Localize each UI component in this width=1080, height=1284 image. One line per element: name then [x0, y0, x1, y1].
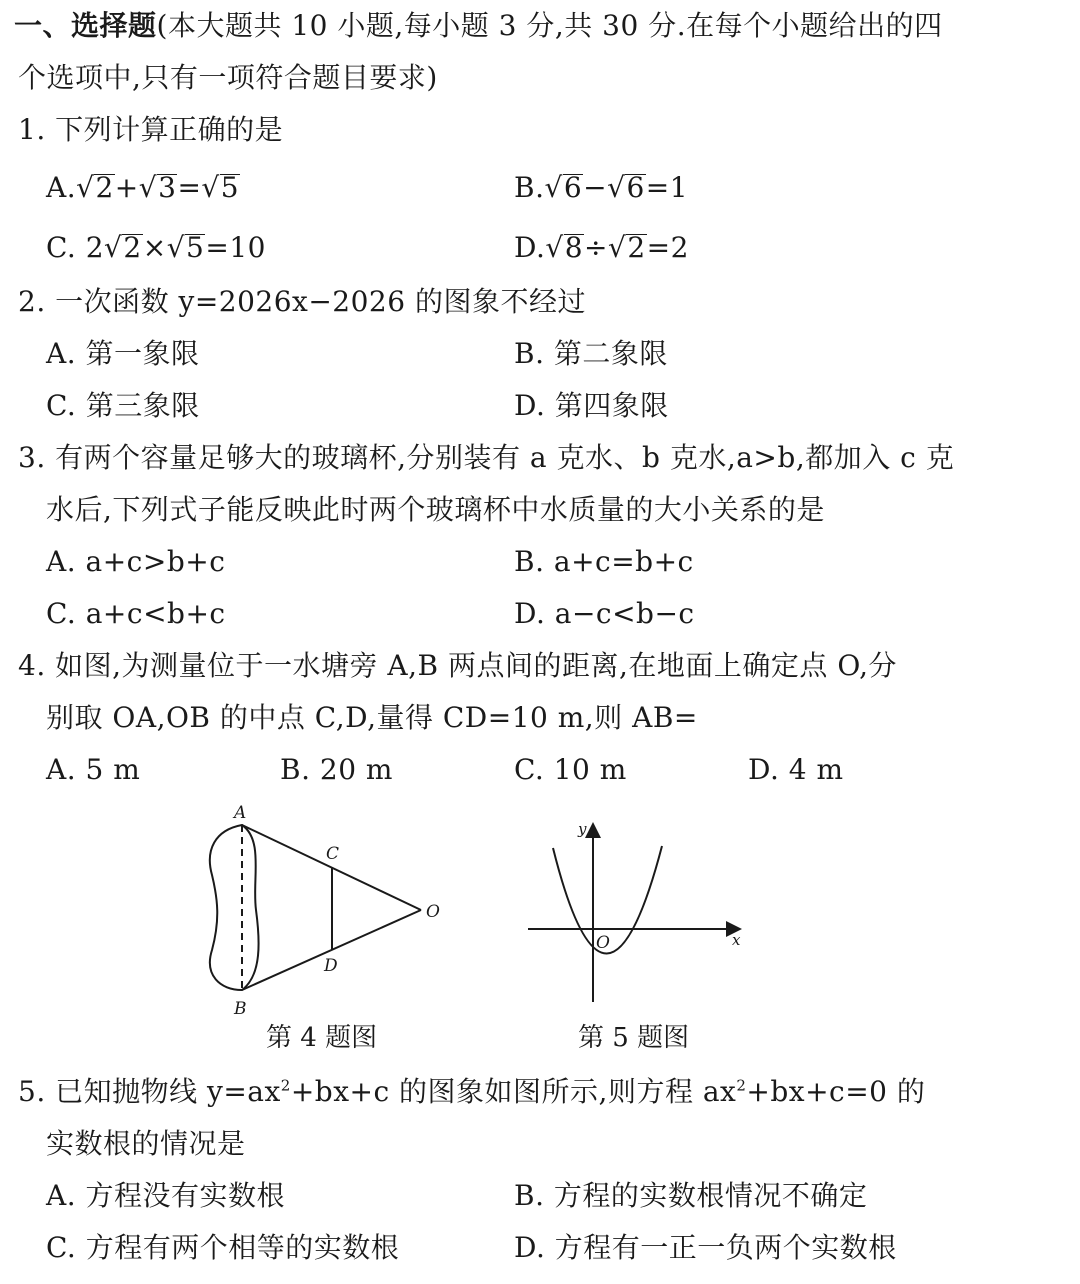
q3-option-c[interactable]: C. a+c<b+c: [46, 597, 226, 630]
y-axis-label: y: [578, 820, 587, 838]
q4-option-d[interactable]: D. 4 m: [748, 753, 844, 786]
sqrt-2: √2: [608, 231, 646, 264]
q5-option-d[interactable]: D. 方程有一正一负两个实数根: [514, 1231, 897, 1264]
sqrt-8: √8: [545, 231, 584, 264]
section-instructions-cont: 个选项中,只有一项符合题目要求): [18, 61, 438, 94]
label-b: B: [234, 999, 247, 1019]
q3-stem-cont: 水后,下列式子能反映此时两个玻璃杯中水质量的大小关系的是: [46, 493, 825, 526]
sqrt-6: √6: [544, 171, 583, 204]
q4-option-c[interactable]: C. 10 m: [514, 753, 627, 786]
q4-option-a[interactable]: A. 5 m: [46, 753, 141, 786]
sqrt-5: √5: [166, 231, 205, 264]
figure-5-graph: [520, 812, 760, 1007]
q3-option-b[interactable]: B. a+c=b+c: [514, 545, 694, 578]
q3-stem: 3. 有两个容量足够大的玻璃杯,分别装有 a 克水、b 克水,a>b,都加入 c 克: [18, 441, 955, 474]
q3-option-d[interactable]: D. a−c<b−c: [514, 597, 695, 630]
q2-option-b[interactable]: B. 第二象限: [514, 337, 668, 370]
label-d: D: [324, 956, 338, 976]
q1-option-c-label: C.: [46, 231, 77, 264]
q1-option-d-label: D.: [514, 231, 546, 264]
sqrt-2: √2: [104, 231, 142, 264]
q5-option-b[interactable]: B. 方程的实数根情况不确定: [514, 1179, 868, 1212]
q1-option-d[interactable]: D.√8÷√2=2: [514, 231, 689, 264]
section-header: [14, 8, 943, 44]
pond-outline: [210, 825, 259, 990]
section-instructions: (本大题共 10 小题,每小题 3 分,共 30 分.在每个小题给出的四: [156, 9, 943, 42]
q1-option-b[interactable]: B.√6−√6=1: [514, 171, 689, 204]
sqrt-6: √6: [607, 171, 645, 204]
q3-option-a[interactable]: A. a+c>b+c: [46, 545, 226, 578]
sqrt-5: √5: [201, 171, 240, 204]
exponent: 2: [280, 1076, 291, 1095]
figure-4-diagram: [190, 800, 460, 1025]
q5-stem-part: 5. 已知抛物线 y=ax: [18, 1075, 281, 1108]
q1-option-b-label: B.: [514, 171, 545, 204]
label-c: C: [326, 844, 340, 864]
q5-stem-part: +bx+c=0 的: [746, 1075, 926, 1108]
sqrt-3: √3: [138, 171, 177, 204]
q2-option-c[interactable]: C. 第三象限: [46, 389, 200, 422]
q5-option-a[interactable]: A. 方程没有实数根: [46, 1179, 286, 1212]
figure-5-caption: 第 5 题图: [578, 1023, 690, 1053]
q4-option-b[interactable]: B. 20 m: [280, 753, 393, 786]
q5-stem: [18, 1074, 925, 1110]
q4-stem: 4. 如图,为测量位于一水塘旁 A,B 两点间的距离,在地面上确定点 O,分: [18, 649, 898, 682]
label-a: A: [234, 803, 247, 823]
sqrt-2: √2: [76, 171, 114, 204]
q4-stem-cont: 别取 OA,OB 的中点 C,D,量得 CD=10 m,则 AB=: [46, 701, 698, 734]
q5-stem-part: +bx+c 的图象如图所示,则方程 ax: [290, 1075, 737, 1108]
q2-option-a[interactable]: A. 第一象限: [46, 337, 200, 370]
q2-stem: 2. 一次函数 y=2026x−2026 的图象不经过: [18, 285, 586, 318]
section-title: 一、选择题: [14, 9, 157, 42]
q5-stem-cont: 实数根的情况是: [46, 1127, 246, 1160]
q5-option-c[interactable]: C. 方程有两个相等的实数根: [46, 1231, 400, 1264]
figure-4-caption: 第 4 题图: [266, 1023, 378, 1053]
q1-option-c[interactable]: C. 2√2×√5=10: [46, 231, 266, 264]
q2-option-d[interactable]: D. 第四象限: [514, 389, 669, 422]
q1-option-a-label: A.: [46, 171, 77, 204]
q1-stem: 1. 下列计算正确的是: [18, 113, 284, 146]
label-o: O: [426, 902, 440, 922]
x-axis-label: x: [732, 931, 741, 949]
exponent: 2: [736, 1076, 747, 1095]
q1-option-a[interactable]: A.√2+√3=√5: [46, 171, 240, 204]
origin-label: O: [596, 933, 610, 953]
